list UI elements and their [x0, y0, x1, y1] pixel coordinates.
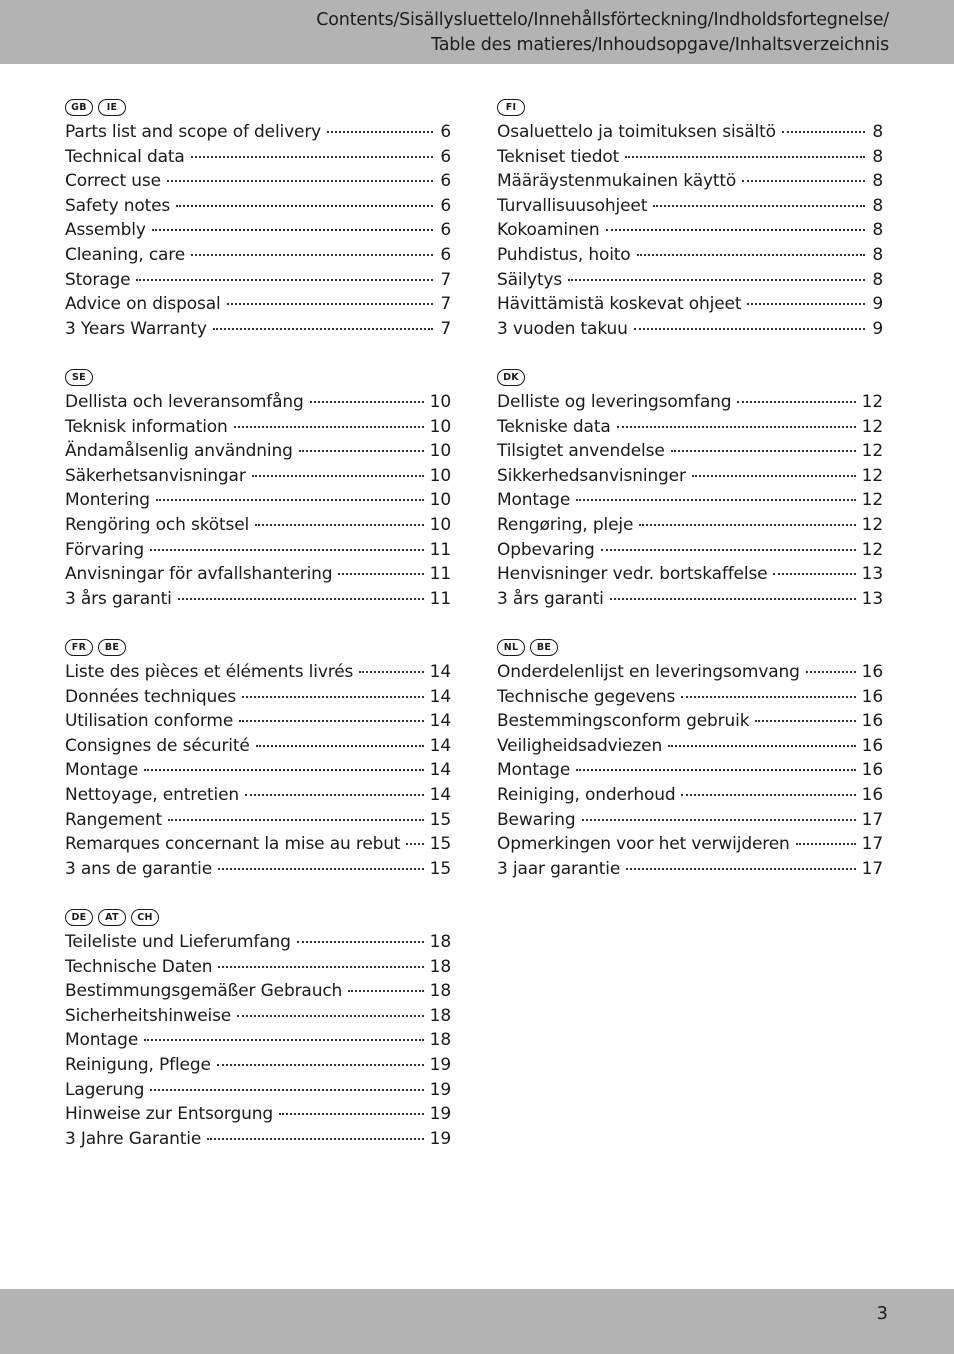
toc-entry-title: Förvaring — [65, 539, 144, 560]
toc-entry-title: Montage — [497, 490, 571, 511]
toc-section-gb-ie — [65, 96, 451, 343]
toc-entry — [497, 810, 883, 835]
dot-leader — [227, 303, 433, 305]
toc-section-dk — [497, 366, 883, 613]
toc-entry — [497, 834, 883, 859]
toc-entry — [65, 736, 451, 761]
toc-entry-title: Montage — [65, 1030, 139, 1051]
toc-entry-title: Opmerkingen voor het verwijderen — [497, 834, 790, 855]
toc-entry-title: Ändamålsenlig användning — [65, 441, 293, 462]
toc-entry — [497, 490, 883, 515]
toc-entry-title: Opbevaring — [497, 539, 595, 560]
toc-entry-page: 11 — [429, 564, 451, 585]
dot-leader — [671, 450, 856, 452]
language-badges — [65, 96, 451, 118]
toc-entry — [65, 220, 451, 245]
dot-leader — [234, 426, 424, 428]
toc-entry-page: 12 — [861, 514, 883, 535]
toc-entry — [65, 589, 451, 614]
toc-entry — [65, 810, 451, 835]
language-badge: FR — [65, 639, 93, 656]
dot-leader — [773, 573, 855, 575]
dot-leader — [237, 1015, 424, 1017]
toc-entry-title: Bestemmingsconform gebruik — [497, 711, 750, 732]
dot-leader — [637, 254, 865, 256]
page-footer — [0, 1289, 954, 1354]
toc-entry — [65, 417, 451, 442]
toc-entry-title: Reiniging, onderhoud — [497, 784, 676, 805]
language-badge: AT — [98, 909, 126, 926]
toc-entry-title: Safety notes — [65, 195, 171, 216]
dot-leader — [218, 868, 424, 870]
toc-entry — [497, 441, 883, 466]
toc-entry-title: 3 ans de garantie — [65, 858, 213, 879]
toc-entry-title: Tekniske data — [497, 416, 611, 437]
toc-entry — [497, 760, 883, 785]
toc-entry-page: 14 — [429, 784, 451, 805]
toc-entry-title: Teileliste und Lieferumfang — [65, 932, 291, 952]
toc-entry-page: 8 — [872, 220, 883, 241]
toc-entry-title: Bestimmungsgemäßer Gebrauch — [65, 981, 343, 1002]
toc-entry — [65, 245, 451, 270]
dot-leader — [755, 720, 855, 722]
toc-entry-page: 16 — [861, 735, 883, 756]
toc-entry-page: 6 — [440, 171, 451, 192]
toc-entry-page: 17 — [861, 858, 883, 879]
toc-entry-page: 7 — [440, 294, 451, 315]
toc-entry-title: Delliste og leveringsomfang — [497, 392, 732, 412]
dot-leader — [191, 254, 433, 256]
dot-leader — [348, 990, 424, 992]
toc-entry-title: Parts list and scope of delivery — [65, 122, 322, 142]
toc-entry-page: 15 — [429, 809, 451, 830]
dot-leader — [255, 524, 424, 526]
toc-entry — [497, 220, 883, 245]
toc-entry-page: 6 — [440, 195, 451, 216]
toc-entry-page: 16 — [861, 662, 883, 682]
dot-leader — [217, 1064, 424, 1066]
language-badges — [497, 96, 883, 118]
toc-entry-page: 10 — [429, 514, 451, 535]
toc-entry-page: 15 — [429, 858, 451, 879]
toc-entry — [497, 711, 883, 736]
toc-entry — [65, 1006, 451, 1031]
toc-section-fr-be — [65, 636, 451, 883]
language-badge: SE — [65, 369, 93, 386]
toc-entry-title: Hävittämistä koskevat ohjeet — [497, 294, 742, 315]
dot-leader — [576, 499, 856, 501]
dot-leader — [297, 941, 424, 943]
toc-entry-page: 17 — [861, 809, 883, 830]
toc-entry-page: 7 — [440, 269, 451, 290]
dot-leader — [617, 426, 856, 428]
toc-entry-title: Puhdistus, hoito — [497, 244, 631, 265]
header-title-line-1: Contents/Sisällysluettelo/Innehållsförteckning/Indholdsfortegnelse/ — [316, 10, 889, 30]
toc-entry — [497, 662, 883, 687]
dot-leader — [168, 819, 424, 821]
toc-entry-title: Määräystenmukainen käyttö — [497, 171, 737, 192]
toc-entry — [65, 147, 451, 172]
dot-leader — [150, 1089, 423, 1091]
toc-entry-title: Onderdelenlijst en leveringsomvang — [497, 662, 800, 682]
language-badge: IE — [98, 99, 126, 116]
toc-entry — [65, 859, 451, 884]
dot-leader — [152, 229, 433, 231]
toc-entry-page: 12 — [861, 392, 883, 412]
toc-entry-page: 13 — [861, 564, 883, 585]
toc-entry — [497, 319, 883, 344]
toc-entry-title: Storage — [65, 269, 131, 290]
toc-entry-title: Consignes de sécurité — [65, 735, 250, 756]
toc-entry — [65, 392, 451, 417]
dot-leader — [737, 401, 855, 403]
toc-entry-page: 10 — [429, 392, 451, 412]
toc-entry-page: 12 — [861, 490, 883, 511]
toc-entry-title: Technical data — [65, 146, 185, 167]
toc-entry — [497, 147, 883, 172]
toc-entry — [65, 1030, 451, 1055]
toc-entry — [497, 417, 883, 442]
language-badges — [497, 636, 883, 658]
language-badge: BE — [530, 639, 558, 656]
toc-entry-title: Rangement — [65, 809, 162, 830]
toc-entry-title: Utilisation conforme — [65, 711, 234, 732]
page-header — [0, 0, 954, 64]
toc-entry-page: 8 — [872, 122, 883, 142]
toc-entry-page: 12 — [861, 441, 883, 462]
toc-entry-title: Données techniques — [65, 686, 237, 707]
toc-entry-page: 16 — [861, 760, 883, 781]
dot-leader — [136, 279, 433, 281]
toc-entry-title: Nettoyage, entretien — [65, 784, 240, 805]
dot-leader — [576, 769, 856, 771]
toc-entry-title: 3 Jahre Garantie — [65, 1128, 202, 1149]
toc-entry — [497, 171, 883, 196]
toc-entry — [497, 589, 883, 614]
toc-entry — [65, 981, 451, 1006]
toc-section-de-at-ch — [65, 906, 451, 1153]
toc-entry-title: Montage — [497, 760, 571, 781]
toc-entry — [65, 441, 451, 466]
toc-entry-page: 12 — [861, 539, 883, 560]
toc-entry-title: Montage — [65, 760, 139, 781]
toc-entry-page: 17 — [861, 834, 883, 855]
toc-entry-page: 6 — [440, 122, 451, 142]
language-badges — [497, 366, 883, 388]
toc-entry — [65, 171, 451, 196]
toc-entry — [65, 294, 451, 319]
toc-entry-title: Remarques concernant la mise au rebut — [65, 834, 401, 855]
toc-entry — [65, 1104, 451, 1129]
toc-entry-page: 19 — [429, 1104, 451, 1125]
toc-entry-page: 9 — [872, 318, 883, 339]
language-badge: GB — [65, 99, 93, 116]
toc-entry — [65, 785, 451, 810]
dot-leader — [150, 549, 424, 551]
dot-leader — [406, 843, 423, 845]
toc-entry-page: 8 — [872, 146, 883, 167]
dot-leader — [299, 450, 424, 452]
toc-entry-page: 10 — [429, 416, 451, 437]
dot-leader — [639, 524, 855, 526]
dot-leader — [606, 229, 865, 231]
toc-entry-page: 6 — [440, 220, 451, 241]
language-badge: DE — [65, 909, 93, 926]
dot-leader — [782, 131, 865, 133]
dot-leader — [568, 279, 865, 281]
language-badge: FI — [497, 99, 525, 116]
toc-entry — [65, 564, 451, 589]
toc-entry-page: 10 — [429, 490, 451, 511]
dot-leader — [245, 794, 424, 796]
toc-entry-title: Osaluettelo ja toimituksen sisältö — [497, 122, 776, 142]
toc-entry-title: Teknisk information — [65, 416, 228, 437]
toc-section-nl-be — [497, 636, 883, 883]
toc-entry-title: Turvallisuusohjeet — [497, 195, 648, 216]
toc-entry-page: 6 — [440, 146, 451, 167]
toc-entry-page: 11 — [429, 539, 451, 560]
dot-leader — [625, 156, 865, 158]
toc-entry-page: 18 — [429, 1005, 451, 1026]
dot-leader — [582, 819, 856, 821]
toc-entry-page: 18 — [429, 981, 451, 1002]
toc-entry-page: 7 — [440, 318, 451, 339]
dot-leader — [634, 328, 865, 330]
toc-entry-page: 14 — [429, 760, 451, 781]
dot-leader — [338, 573, 423, 575]
dot-leader — [681, 794, 855, 796]
toc-entry-page: 14 — [429, 662, 451, 682]
dot-leader — [681, 696, 855, 698]
toc-entry — [497, 515, 883, 540]
toc-entry — [65, 270, 451, 295]
dot-leader — [218, 966, 423, 968]
toc-entry — [497, 196, 883, 221]
dot-leader — [668, 745, 856, 747]
toc-entry-page: 16 — [861, 686, 883, 707]
toc-entry — [65, 957, 451, 982]
toc-entry-page: 12 — [861, 416, 883, 437]
toc-entry — [497, 270, 883, 295]
dot-leader — [176, 205, 433, 207]
toc-entry-page: 8 — [872, 195, 883, 216]
toc-entry-page: 19 — [429, 1128, 451, 1149]
toc-entry-page: 10 — [429, 441, 451, 462]
toc-entry — [497, 785, 883, 810]
toc-entry-title: Säkerhetsanvisningar — [65, 465, 246, 486]
toc-entry — [497, 540, 883, 565]
toc-entry — [497, 294, 883, 319]
toc-entry-title: Assembly — [65, 220, 146, 241]
toc-entry-page: 14 — [429, 711, 451, 732]
toc-entry-page: 8 — [872, 269, 883, 290]
toc-entry-page: 19 — [429, 1054, 451, 1075]
toc-entry-title: Säilytys — [497, 269, 563, 290]
toc-entry-title: Liste des pièces et éléments livrés — [65, 662, 354, 682]
dot-leader — [207, 1138, 424, 1140]
toc-entry — [65, 1129, 451, 1154]
dot-leader — [747, 303, 865, 305]
toc-entry-title: Anvisningar för avfallshantering — [65, 564, 333, 585]
toc-entry-title: Henvisninger vedr. bortskaffelse — [497, 564, 768, 585]
language-badges — [65, 366, 451, 388]
toc-entry — [65, 760, 451, 785]
toc-entry-page: 11 — [429, 588, 451, 609]
toc-entry-title: Montering — [65, 490, 150, 511]
dot-leader — [310, 401, 424, 403]
toc-entry-title: Tilsigtet anvendelse — [497, 441, 665, 462]
dot-leader — [692, 475, 856, 477]
dot-leader — [327, 131, 433, 133]
toc-entry-title: Cleaning, care — [65, 244, 186, 265]
toc-entry-title: Sicherheitshinweise — [65, 1005, 232, 1026]
toc-entry-page: 15 — [429, 834, 451, 855]
dot-leader — [252, 475, 424, 477]
dot-leader — [256, 745, 424, 747]
dot-leader — [359, 671, 423, 673]
toc-entry-page: 13 — [861, 588, 883, 609]
dot-leader — [242, 696, 424, 698]
toc-entry-title: Bewaring — [497, 809, 576, 830]
header-title-line-2: Table des matieres/Inhoudsopgave/Inhaltsverzeichnis — [431, 35, 889, 55]
toc-entry — [497, 466, 883, 491]
dot-leader — [144, 1039, 424, 1041]
dot-leader — [239, 720, 424, 722]
language-badge: BE — [98, 639, 126, 656]
toc-entry-title: 3 vuoden takuu — [497, 318, 628, 339]
toc-entry-page: 10 — [429, 465, 451, 486]
toc-entry — [65, 122, 451, 147]
dot-leader — [610, 598, 856, 600]
toc-entry — [65, 711, 451, 736]
dot-leader — [796, 843, 856, 845]
toc-entry-page: 8 — [872, 244, 883, 265]
toc-entry — [497, 687, 883, 712]
toc-entry-page: 18 — [429, 1030, 451, 1051]
toc-entry — [65, 662, 451, 687]
toc-entry-page: 9 — [872, 294, 883, 315]
toc-entry-page: 19 — [429, 1079, 451, 1100]
toc-entry-title: Tekniset tiedot — [497, 146, 620, 167]
dot-leader — [806, 671, 856, 673]
toc-entry-page: 12 — [861, 465, 883, 486]
toc-entry — [65, 196, 451, 221]
toc-entry-title: Advice on disposal — [65, 294, 221, 315]
toc-entry-title: Rengøring, pleje — [497, 514, 634, 535]
toc-entry-page: 14 — [429, 735, 451, 756]
toc-entry-page: 14 — [429, 686, 451, 707]
language-badge: CH — [131, 909, 159, 926]
dot-leader — [742, 180, 865, 182]
toc-entry-title: 3 års garanti — [497, 588, 604, 609]
dot-leader — [601, 549, 856, 551]
dot-leader — [653, 205, 865, 207]
language-badge: DK — [497, 369, 525, 386]
dot-leader — [167, 180, 433, 182]
toc-entry-title: Technische gegevens — [497, 686, 676, 707]
toc-entry — [65, 490, 451, 515]
dot-leader — [626, 868, 855, 870]
toc-entry — [65, 834, 451, 859]
toc-entry — [497, 122, 883, 147]
toc-entry — [65, 687, 451, 712]
toc-entry-title: 3 Years Warranty — [65, 318, 207, 339]
toc-entry-title: Lagerung — [65, 1079, 145, 1100]
language-badge: NL — [497, 639, 525, 656]
toc-entry — [497, 245, 883, 270]
toc-section-se — [65, 366, 451, 613]
toc-entry-title: Sikkerhedsanvisninger — [497, 465, 686, 486]
language-badges — [65, 636, 451, 658]
toc-entry — [65, 515, 451, 540]
page-number: 3 — [876, 1303, 888, 1324]
dot-leader — [279, 1113, 424, 1115]
toc-entry-title: 3 års garanti — [65, 588, 172, 609]
dot-leader — [191, 156, 433, 158]
toc-section-fi — [497, 96, 883, 343]
toc-entry-page: 8 — [872, 171, 883, 192]
toc-entry-title: Kokoaminen — [497, 220, 600, 241]
toc-entry — [65, 1055, 451, 1080]
toc-entry-page: 6 — [440, 244, 451, 265]
toc-entry — [497, 859, 883, 884]
toc-entry-title: Correct use — [65, 171, 161, 192]
toc-entry — [65, 319, 451, 344]
toc-entry-title: Veiligheidsadviezen — [497, 735, 663, 756]
toc-entry — [497, 736, 883, 761]
toc-entry-title: Rengöring och skötsel — [65, 514, 250, 535]
toc-entry-page: 18 — [429, 932, 451, 952]
toc-entry — [65, 932, 451, 957]
toc-entry — [65, 540, 451, 565]
toc-entry-title: Dellista och leveransomfång — [65, 392, 304, 412]
dot-leader — [178, 598, 424, 600]
language-badges — [65, 906, 451, 928]
toc-entry — [497, 564, 883, 589]
toc-entry-title: Reinigung, Pflege — [65, 1054, 211, 1075]
toc-entry-page: 18 — [429, 956, 451, 977]
dot-leader — [213, 328, 433, 330]
toc-entry-page: 16 — [861, 784, 883, 805]
toc-entry — [65, 1080, 451, 1105]
toc-entry-title: 3 jaar garantie — [497, 858, 621, 879]
toc-entry — [497, 392, 883, 417]
dot-leader — [144, 769, 424, 771]
toc-entry-page: 16 — [861, 711, 883, 732]
toc-entry-title: Hinweise zur Entsorgung — [65, 1104, 273, 1125]
toc-entry — [65, 466, 451, 491]
toc-entry-title: Technische Daten — [65, 956, 213, 977]
dot-leader — [156, 499, 424, 501]
